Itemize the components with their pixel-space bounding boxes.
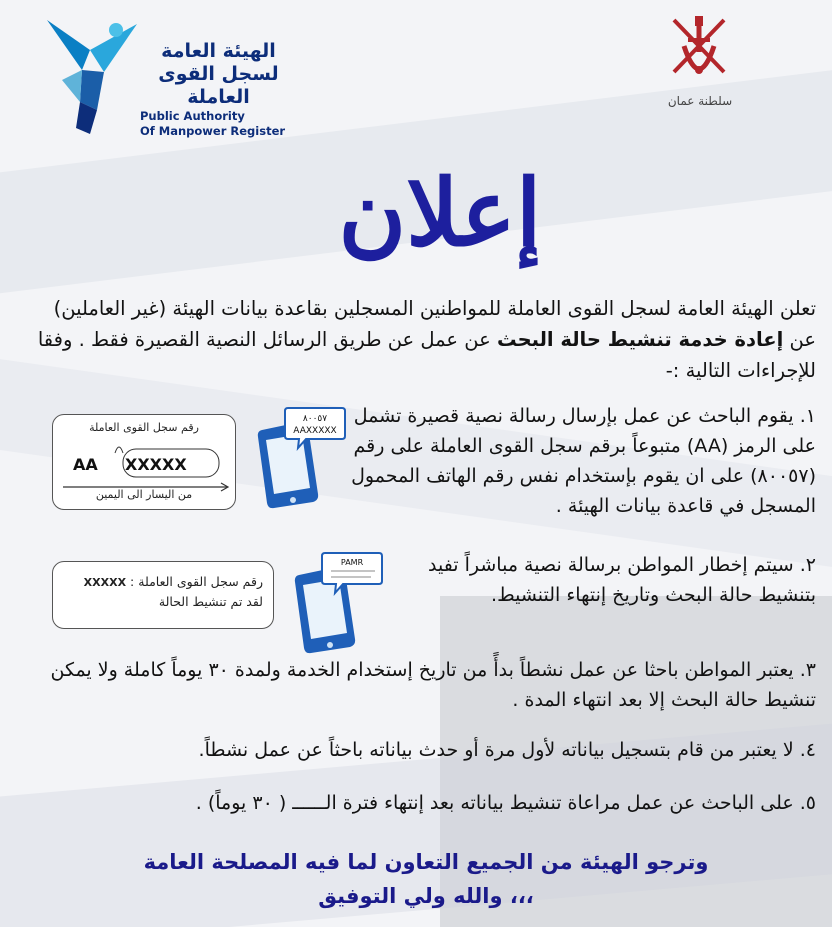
procedure-item-5: ٥. على الباحث عن عمل مراعاة تنشيط بياناته بعد إنتهاء فترة الــــــ ( ٣٠ يوماً) . xyxy=(195,792,816,814)
example1-label: رقم سجل القوى العاملة xyxy=(89,421,199,434)
bubble-line2: AAXXXXX xyxy=(293,426,337,436)
closing-line1: وترجو الهيئة من الجميع التعاون لما فيه المصلحة العامة xyxy=(143,850,709,874)
example1-code: AA xyxy=(73,455,98,474)
sms-format-example xyxy=(52,414,236,510)
intro-text-part1: تعلن الهيئة العامة لسجل القوى العاملة للمواطنين المسجلين بقاعدة بيانات الهيئة (غير العاملين) عن xyxy=(53,297,816,351)
procedure-item-2: ٢. سيتم إخطار المواطن برسالة نصية مباشراً تفيد بتنشيط حالة البحث وتاريخ إنتهاء التنشيط. xyxy=(427,554,816,606)
authority-name-ar-line1: الهيئة العامة xyxy=(161,40,276,62)
procedure-item-1: ١. يقوم الباحث عن عمل بإرسال رسالة نصية قصيرة تشمل على الرمز (AA) متبوعاً برقم سجل القوى العاملة على رقم (٨٠٠٥٧) على ان يقوم بإستخدام نفس رقم الهاتف المحمول المسجل في قاعدة بيانات الهيئة . xyxy=(351,405,816,517)
closing-line2: والله ولي التوفيق ،،، xyxy=(318,884,534,908)
pamr-logo-icon xyxy=(42,10,142,138)
authority-name-ar-line2: لسجل القوى العاملة xyxy=(158,63,279,108)
intro-paragraph xyxy=(36,293,816,386)
bubble-line1: ٨٠٠٥٧ xyxy=(302,414,328,424)
page-title: إعلان xyxy=(338,159,542,267)
authority-name-en-line2: Of Manpower Register xyxy=(140,124,286,138)
closing-block xyxy=(36,845,816,913)
country-label: سلطنة عمان xyxy=(667,94,733,108)
example2-line2: لقد تم تنشيط الحالة xyxy=(158,594,263,609)
phone-sms-icon xyxy=(248,402,346,512)
phone-reply-icon xyxy=(285,547,383,657)
authority-name-block xyxy=(136,40,301,139)
sms-reply-example xyxy=(52,561,274,629)
example1-number: XXXXX xyxy=(125,455,187,474)
example1-direction: من اليسار الى اليمين xyxy=(95,488,193,501)
intro-bold-phrase: إعادة خدمة تنشيط حالة البحث xyxy=(496,328,784,351)
authority-name-en-line1: Public Authority xyxy=(140,109,245,123)
bubble-title: PAMR xyxy=(340,558,364,567)
procedure-item-3: ٣. يعتبر المواطن باحثا عن عمل نشطاً بدأً من تاريخ إستخدام الخدمة ولمدة ٣٠ يوماً كاملة ولا يمكن تنشيط حالة البحث إلا بعد انتهاء المدة . xyxy=(50,659,816,711)
intro-text-part2: عن عمل عن طريق الرسائل النصية القصيرة فقط . وفقا للإجراءات التالية :- xyxy=(37,328,816,382)
example2-line1 xyxy=(84,574,263,589)
example2-line1-value: XXXXX xyxy=(83,576,127,589)
oman-emblem-icon xyxy=(666,12,732,92)
example2-line1-prefix: رقم سجل القوى العاملة : xyxy=(126,574,263,589)
procedure-item-4: ٤. لا يعتبر من قام بتسجيل بياناته لأول مرة أو حدث بياناته باحثاً عن عمل نشطاً. xyxy=(198,739,816,761)
